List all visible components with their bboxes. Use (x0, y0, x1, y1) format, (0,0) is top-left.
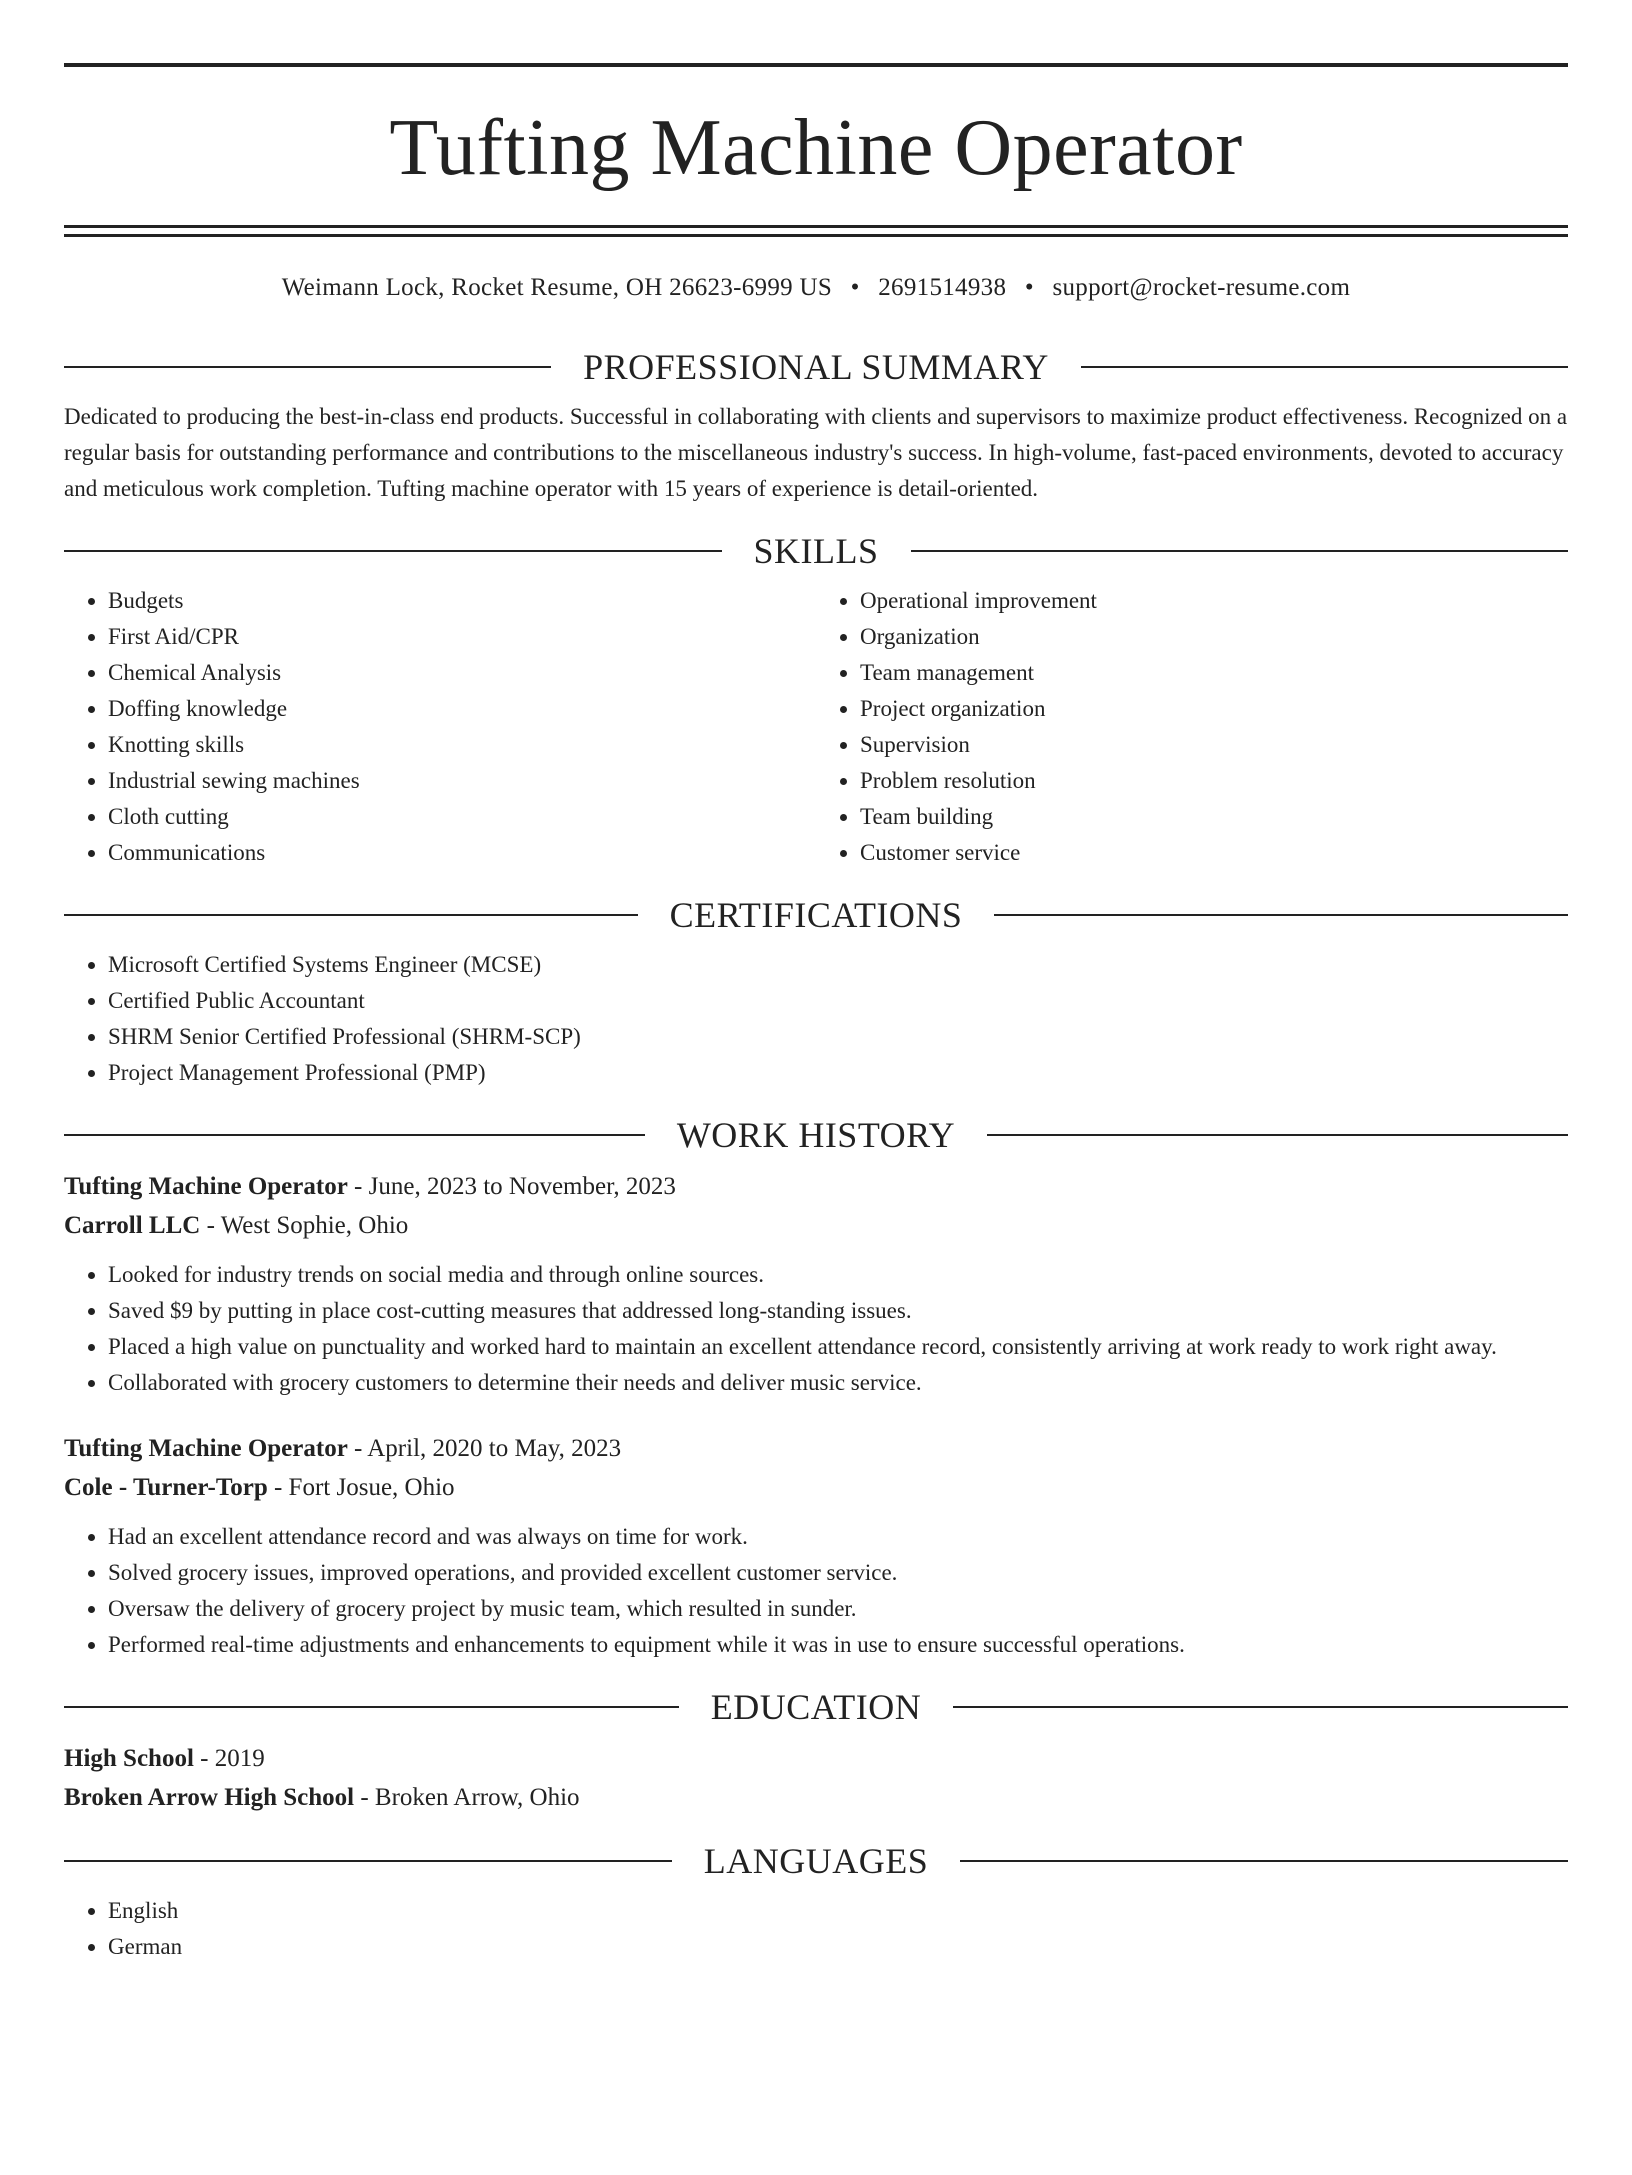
job-title-line (64, 1167, 1568, 1206)
language-item: • German (108, 1929, 1568, 1965)
skill-item: • Knotting skills (108, 727, 816, 763)
section-heading-languages (64, 1839, 1568, 1883)
job-bullet: • Solved grocery issues, improved operations, and provided excellent customer service. (108, 1555, 1568, 1591)
job-dates: - June, 2023 to November, 2023 (347, 1173, 676, 1200)
heading-rule (64, 550, 722, 552)
job-entry (64, 1167, 1568, 1401)
resume-title: Tufting Machine Operator (389, 104, 1243, 192)
languages-list (64, 1893, 1568, 1965)
resume-page (0, 63, 1632, 2175)
skill-item: • Doffing knowledge (108, 691, 816, 727)
section-title: EDUCATION (710, 1687, 922, 1727)
top-rule (64, 63, 1568, 67)
skill-item: • Supervision (860, 727, 1568, 763)
section-title: SKILLS (753, 531, 879, 571)
education-school-line (64, 1778, 1568, 1817)
job-bullets (64, 1257, 1568, 1401)
heading-rule (64, 1134, 645, 1136)
certification-item: • Microsoft Certified Systems Engineer (MCSE) (108, 947, 1568, 983)
skill-item: • Chemical Analysis (108, 655, 816, 691)
job-title-line (64, 1429, 1568, 1468)
heading-rule (1081, 366, 1568, 368)
skill-item: • Problem resolution (860, 763, 1568, 799)
job-company: Carroll LLC (64, 1212, 201, 1239)
contact-address: Weimann Lock, Rocket Resume, OH 26623-6999 US (281, 274, 833, 301)
skill-item: • Team building (860, 799, 1568, 835)
job-company-line (64, 1468, 1568, 1507)
contact-separator: • (850, 274, 860, 301)
language-item: • English (108, 1893, 1568, 1929)
skill-item: • Project organization (860, 691, 1568, 727)
job-bullet: • Saved $9 by putting in place cost-cutting measures that addressed long-standing issues. (108, 1293, 1568, 1329)
contact-email: support@rocket-resume.com (1052, 274, 1351, 301)
section-title: PROFESSIONAL SUMMARY (583, 347, 1049, 387)
job-location: - Fort Josue, Ohio (267, 1474, 455, 1501)
job-role: Tufting Machine Operator (64, 1173, 348, 1200)
heading-rule (987, 1134, 1568, 1136)
job-bullets (64, 1519, 1568, 1663)
job-bullet: • Had an excellent attendance record and was always on time for work. (108, 1519, 1568, 1555)
job-bullet: • Oversaw the delivery of grocery project by music team, which resulted in sunder. (108, 1591, 1568, 1627)
job-entry (64, 1429, 1568, 1663)
heading-rule (64, 914, 638, 916)
education-location: - Broken Arrow, Ohio (354, 1784, 580, 1811)
section-title: CERTIFICATIONS (669, 895, 963, 935)
skill-item: • First Aid/CPR (108, 619, 816, 655)
education-year: - 2019 (193, 1745, 265, 1772)
heading-rule (911, 550, 1569, 552)
certification-item: • SHRM Senior Certified Professional (SHRM-SCP) (108, 1019, 1568, 1055)
education-degree-line (64, 1739, 1568, 1778)
skills-list-left (64, 583, 816, 871)
job-location: - West Sophie, Ohio (200, 1212, 409, 1239)
section-title: WORK HISTORY (676, 1115, 956, 1155)
skill-item: • Organization (860, 619, 1568, 655)
skill-item: • Communications (108, 835, 816, 871)
skill-item: • Industrial sewing machines (108, 763, 816, 799)
skill-item: • Operational improvement (860, 583, 1568, 619)
education-degree: High School (64, 1745, 194, 1772)
section-heading-certifications (64, 893, 1568, 937)
section-heading-summary (64, 345, 1568, 389)
job-company-line (64, 1206, 1568, 1245)
job-bullet: • Performed real-time adjustments and enhancements to equipment while it was in use to ensure successful operations. (108, 1627, 1568, 1663)
certification-item: • Certified Public Accountant (108, 983, 1568, 1019)
certifications-list (64, 947, 1568, 1091)
skill-item: • Budgets (108, 583, 816, 619)
section-title: LANGUAGES (703, 1841, 929, 1881)
section-heading-education (64, 1685, 1568, 1729)
skill-item: • Team management (860, 655, 1568, 691)
skill-item: • Customer service (860, 835, 1568, 871)
skills-columns (64, 583, 1568, 871)
education-school: Broken Arrow High School (64, 1784, 355, 1811)
contact-phone: 2691514938 (878, 274, 1007, 301)
heading-rule (953, 1706, 1568, 1708)
skill-item: • Cloth cutting (108, 799, 816, 835)
contact-line (64, 271, 1568, 305)
job-bullet: • Collaborated with grocery customers to determine their needs and deliver music service. (108, 1365, 1568, 1401)
job-dates: - April, 2020 to May, 2023 (347, 1435, 622, 1462)
job-company: Cole - Turner-Torp (64, 1474, 268, 1501)
heading-rule (64, 1706, 679, 1708)
section-heading-skills (64, 529, 1568, 573)
summary-text: Dedicated to producing the best-in-class end products. Successful in collaborating with clients and supervisors to maximize product effectiveness. Recognized on a regular basis for outstanding performance and contributions to the miscellaneous industry's success. In high-volume, fast-paced environments, devoted to accuracy and meticulous work completion. Tufting machine operator with 15 years of experience is detail-oriented. (64, 404, 1568, 501)
job-bullet: • Looked for industry trends on social media and through online sources. (108, 1257, 1568, 1293)
certification-item: • Project Management Professional (PMP) (108, 1055, 1568, 1091)
skills-list-right (816, 583, 1568, 871)
double-rule (64, 225, 1568, 237)
job-role: Tufting Machine Operator (64, 1435, 348, 1462)
heading-rule (960, 1860, 1568, 1862)
heading-rule (64, 1860, 672, 1862)
heading-rule (994, 914, 1568, 916)
job-bullet: • Placed a high value on punctuality and worked hard to maintain an excellent attendance record, consistently arriving at work ready to work right away. (108, 1329, 1568, 1365)
section-heading-work-history (64, 1113, 1568, 1157)
heading-rule (64, 366, 551, 368)
contact-separator: • (1024, 274, 1034, 301)
